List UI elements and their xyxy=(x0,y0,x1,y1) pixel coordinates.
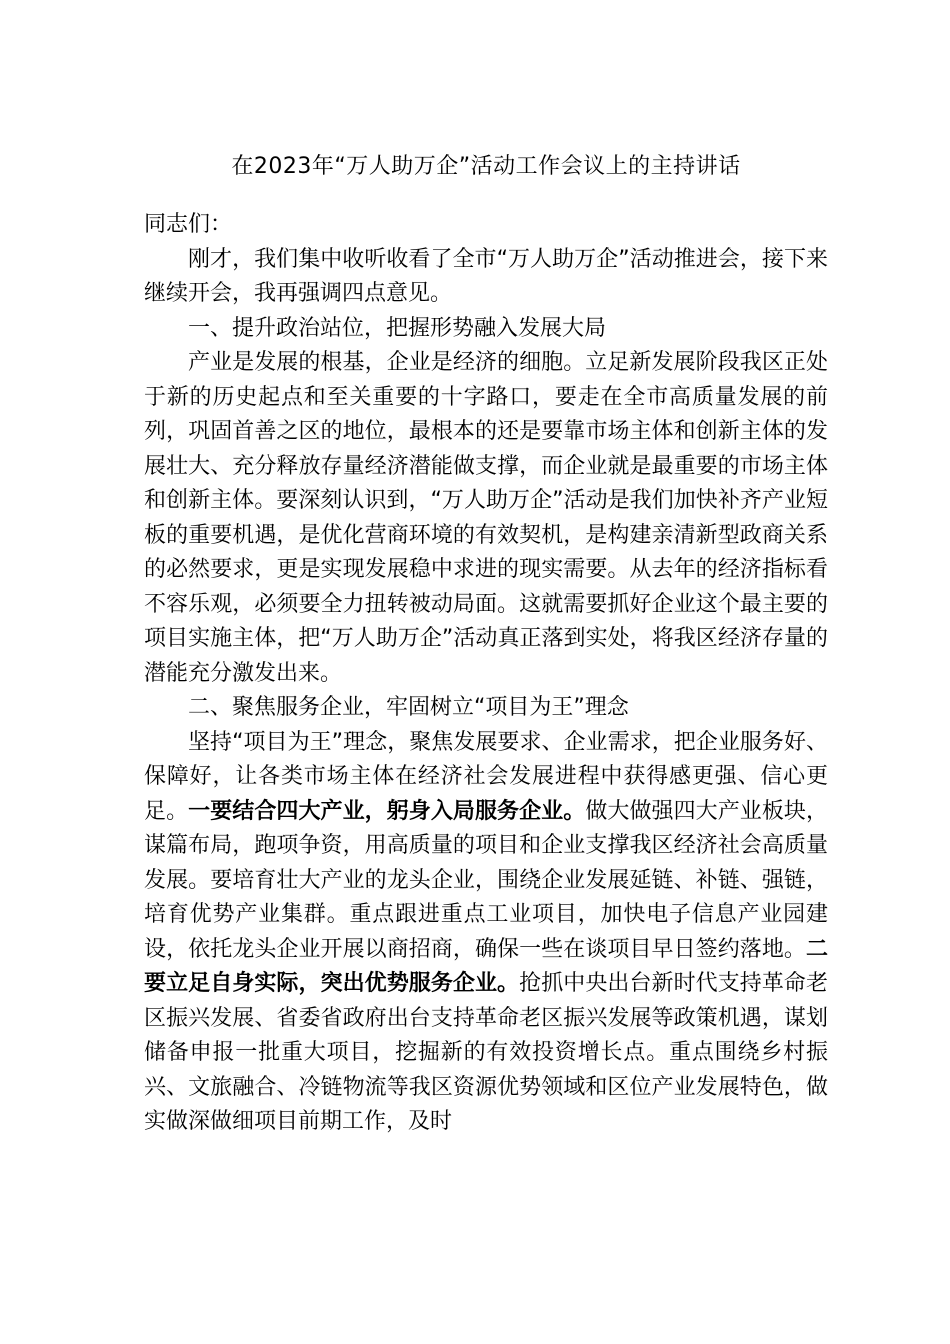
section-2-heading: 二、聚焦服务企业，牢固树立“项目为王”理念 xyxy=(188,695,629,720)
document-title: 在2023年“万人助万企”活动工作会议上的主持讲话 xyxy=(231,154,741,179)
document-body xyxy=(144,208,828,1140)
section-1-heading: 一、提升政治站位，把握形势融入发展大局 xyxy=(188,315,607,341)
section-2-bold-point-2: 二要立足自身实际，突出优势服务企业。 xyxy=(144,936,828,996)
section-2-bold-point-1: 一要结合四大产业，躬身入局服务企业。 xyxy=(188,798,586,824)
intro-paragraph: 刚才，我们集中收听收看了全市“万人助万企”活动推进会，接下来继续开会，我再强调四点意见。 xyxy=(144,246,828,306)
document-page xyxy=(144,150,828,1140)
section-2-text-1: 坚持“项目为王”理念，聚焦发展要求、企业需求，把企业服务好、保障好，让各类市场主体在经济社会发展进程中获得感更强、信心更足。 xyxy=(144,729,828,824)
section-2-paragraph xyxy=(144,726,828,1140)
salutation: 同志们： xyxy=(144,212,233,237)
section-2-text-3: 抢抓中央出台新时代支持革命老区振兴发展、省委省政府出台支持革命老区振兴发展等政策机遇，谋划储备申报一批重大项目，挖掘新的有效投资增长点。重点围绕乡村振兴、文旅融合、冷链物流等我区资源优势领域和区位产业发展特色，做实做深做细项目前期工作，及时 xyxy=(144,971,828,1134)
section-1-paragraph: 产业是发展的根基，企业是经济的细胞。立足新发展阶段我区正处于新的历史起点和至关重要的十字路口，要走在全市高质量发展的前列，巩固首善之区的地位，最根本的还是要靠市场主体和创新主体的发展壮大、充分释放存量经济潜能做支撑，而企业就是最重要的市场主体和创新主体。要深刻认识到，“万人助万企”活动是我们加快补齐产业短板的重要机遇，是优化营商环境的有效契机，是构建亲清新型政商关系的必然要求，更是实现发展稳中求进的现实需要。从去年的经济指标看不容乐观，必须要全力扭转被动局面。这就需要抓好企业这个最主要的项目实施主体，把“万人助万企”活动真正落到实处，将我区经济存量的潜能充分激发出来。 xyxy=(144,350,828,686)
section-2-text-2: 做大做强四大产业板块，谋篇布局，跑项争资，用高质量的项目和企业支撑我区经济社会高质量发展。要培育壮大产业的龙头企业，围绕企业发展延链、补链、强链，培育优势产业集群。重点跟进重点工业项目，加快电子信息产业园建设，依托龙头企业开展以商招商，确保一些在谈项目早日签约落地。 xyxy=(144,798,828,962)
